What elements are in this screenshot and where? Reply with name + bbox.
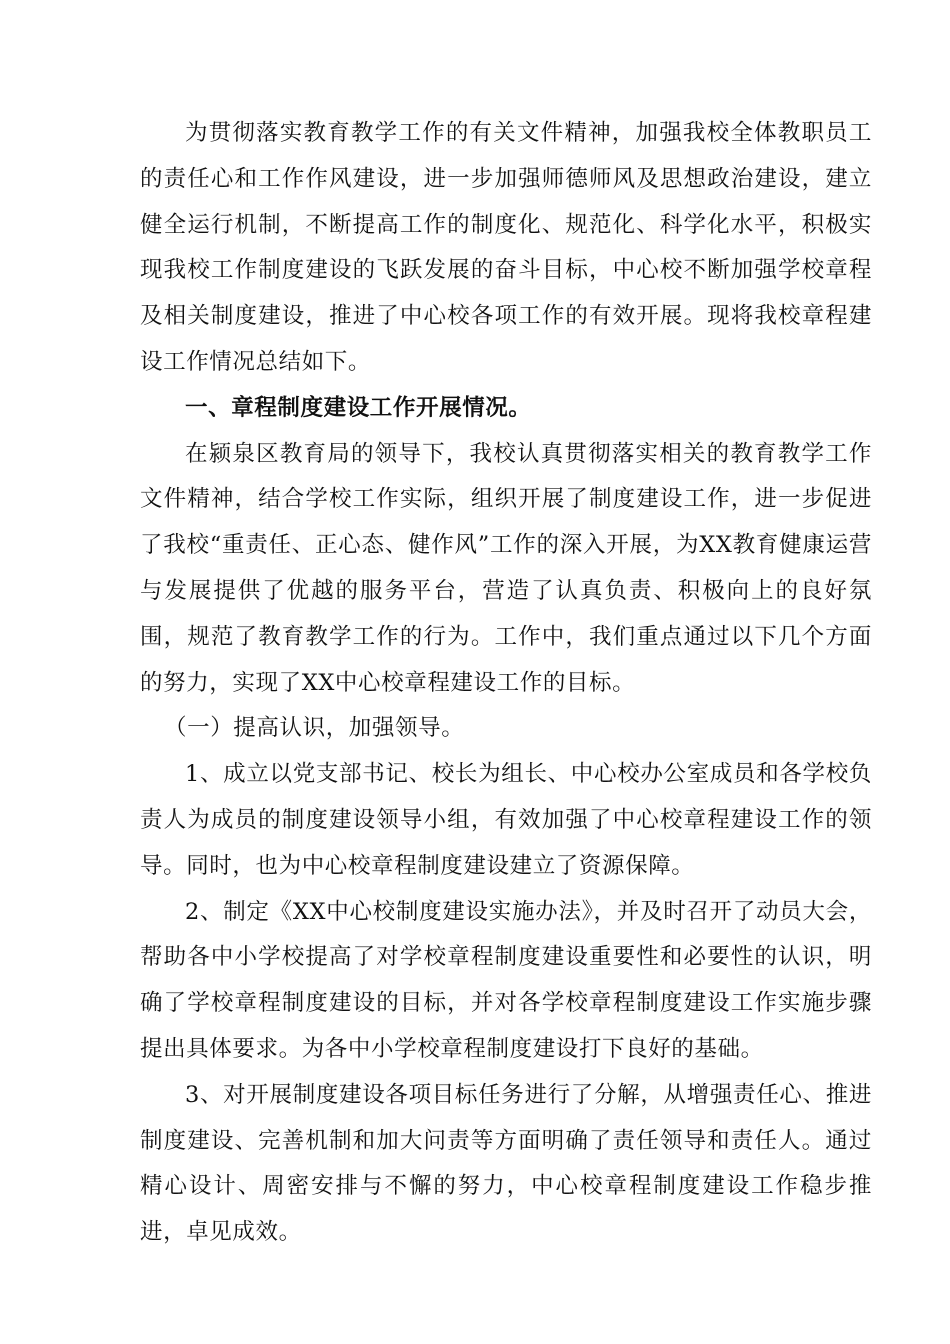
subsection-heading: （一）提高认识，加强领导。	[164, 715, 465, 742]
body-paragraph: 在颍泉区教育局的领导下，我校认真贯彻落实相关的教育教学工作文件精神，结合学校工作实际，组织开展了制度建设工作，进一步促进了我校“重责任、正心态、健作风”工作的深入开展，为XX教育健康运营与发展提供了优越的服务平台，营造了认真负责、积极向上的良好氛围，规范了教育教学工作的行为。工作中，我们重点通过以下几个方面的努力，实现了XX中心校章程建设工作的目标。	[140, 440, 872, 696]
document-body	[140, 111, 872, 1256]
list-paragraph-3: 3、对开展制度建设各项目标任务进行了分解，从增强责任心、推进制度建设、完善机制和加大问责等方面明确了责任领导和责任人。通过精心设计、周密安排与不懈的努力，中心校章程制度建设工作稳步推进，卓见成效。	[140, 1081, 872, 1246]
list-paragraph-1: 1、成立以党支部书记、校长为组长、中心校办公室成员和各学校负责人为成员的制度建设领导小组，有效加强了中心校章程建设工作的领导。同时，也为中心校章程制度建设建立了资源保障。	[140, 761, 872, 879]
intro-paragraph: 为贯彻落实教育教学工作的有关文件精神，加强我校全体教职员工的责任心和工作作风建设，进一步加强师德师风及思想政治建设，建立健全运行机制，不断提高工作的制度化、规范化、科学化水平，积极实现我校工作制度建设的飞跃发展的奋斗目标，中心校不断加强学校章程及相关制度建设，推进了中心校各项工作的有效开展。现将我校章程建设工作情况总结如下。	[140, 120, 872, 375]
list-paragraph-2: 2、制定《XX中心校制度建设实施办法》，并及时召开了动员大会，帮助各中小学校提高了对学校章程制度建设重要性和必要性的认识，明确了学校章程制度建设的目标，并对各学校章程制度建设工作实施步骤提出具体要求。为各中小学校章程制度建设打下良好的基础。	[140, 898, 872, 1062]
section-heading: 一、章程制度建设工作开展情况。	[185, 394, 532, 421]
